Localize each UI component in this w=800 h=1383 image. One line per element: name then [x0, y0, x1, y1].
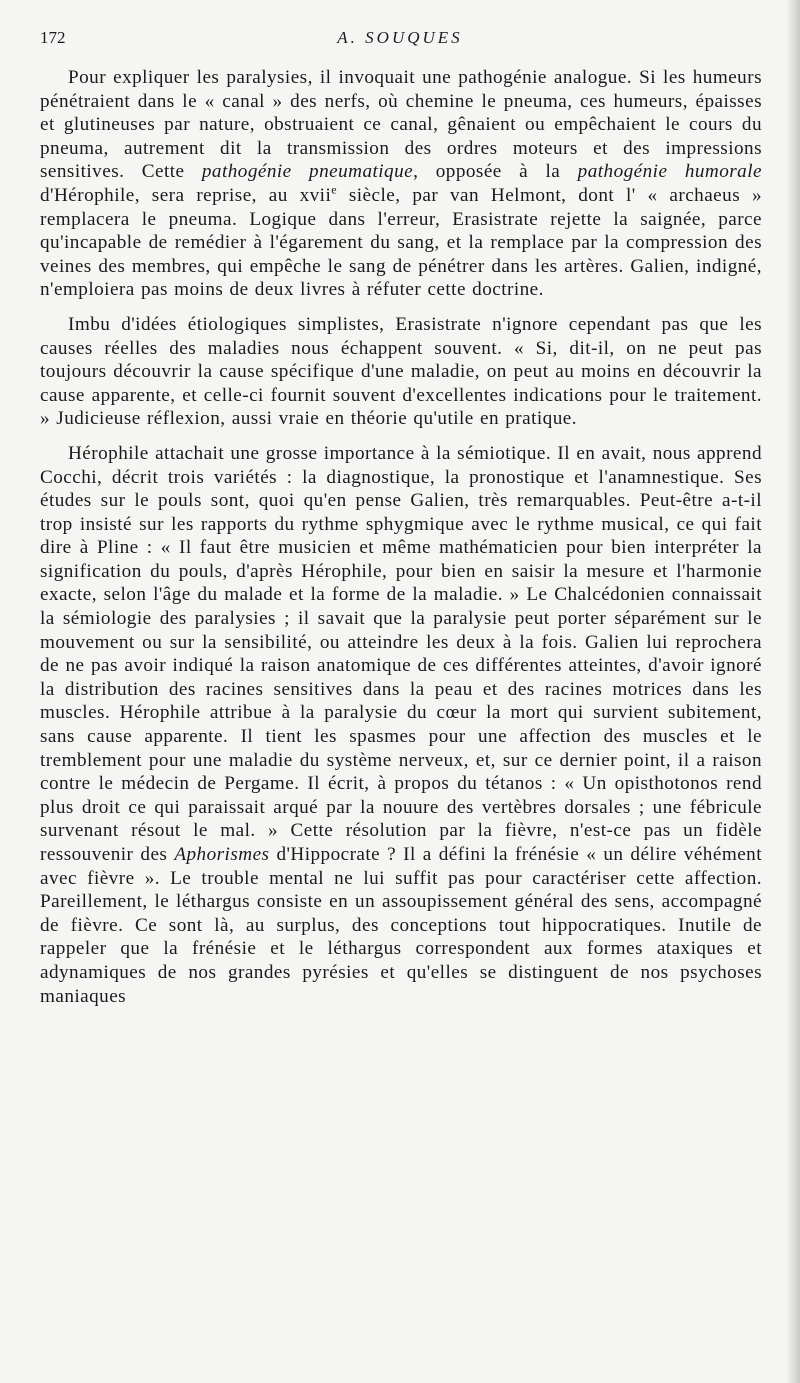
italic-text-run: pathogénie pneumatique: [201, 161, 414, 183]
paragraph-3: [40, 442, 762, 1008]
running-head: [40, 28, 760, 50]
italic-text-run: Aphorismes: [174, 844, 270, 865]
paragraph-2: [40, 313, 762, 431]
text-run: Pour expliquer les paralysies, il invoquait une pathogénie analogue. Si les humeurs pénétraient dans le « canal » des nerfs, où chemine le pneuma, ces humeurs, épaisses et glutineuses par nature, obstruaient ce canal, gênaient ou empêchaient le cours du pneuma, autrement dit la transmission des ordres moteurs et des impressions sensitives. Cette: [40, 67, 762, 183]
text-run: siècle, par van Helmont, dont l' « archaeus » remplacera le pneuma. Logique dans l'erreur, Erasistrate rejette la saignée, parce qu'incapable de remédier à l'égarement du sang, et la remplace par la compression des veines des membres, qui empêche le sang de pénétrer dans les artères. Galien, indigné, n'emploiera pas moins de deux livres à réfuter cette doctrine.: [40, 184, 762, 301]
paragraph-1: [40, 66, 762, 302]
body-text: [40, 66, 762, 1019]
text-run: d'Hérophile, sera reprise, au xvii: [40, 184, 332, 206]
page-edge-shadow: [786, 0, 800, 1383]
running-title: A. SOUQUES: [337, 28, 463, 47]
text-run: Imbu d'idées étiologiques simplistes, Erasistrate n'ignore cependant pas que les causes réelles des maladies nous échappent souvent. « Si, dit-il, on ne peut pas toujours découvrir la cause spécifique d'une maladie, on peut au moins en découvrir la cause apparente, et celle-ci fournit souvent d'excellentes indications pour le traitement. » Judicieuse réflexion, aussi vraie en théorie qu'utile en pratique.: [40, 313, 762, 430]
text-run: Hérophile attachait une grosse importance à la sémiotique. Il en avait, nous apprend Cocchi, décrit trois variétés : la diagnostique, la pronostique et l'anamnestique. Ses études sur le pouls sont, quoi qu'en pense Galien, très remarquables. Peut-être a-t-il trop insisté sur les rapports du rythme sphygmique avec le rythme musical, ce qui fait dire à Pline : « Il faut être musicien et même mathématicien pour bien interpréter la signification du pouls, d'après Hérophile, pour bien en saisir la mesure et l'harmonie exacte, selon l'âge du malade et la forme de la maladie. » Le Chalcédonien connaissait la sémiologie des paralysies ; il savait que la paralysie peut porter séparément sur le mouvement ou sur la sensibilité, ou atteindre les deux à la fois. Galien lui reprochera de ne pas avoir indiqué la raison anatomique de ces différentes atteintes, d'avoir ignoré la distribution des racines sensitives dans la peau et des racines motrices dans les muscles. Hérophile attribue à la paralysie du cœur la mort qui survient subitement, sans cause apparente. Il tient les spasmes pour une affection des muscles et le tremblement pour une maladie du système nerveux, et, sur ce dernier point, il a raison contre le médecin de Pergame. Il écrit, à propos du tétanos : « Un opisthotonos rend plus droit ce qui paraissait arqué par la nouure des vertèbres dorsales ; une fébricule survenant résout le mal. » Cette résolution par la fièvre, n'est-ce pas un fidèle ressouvenir des: [40, 442, 762, 865]
italic-text-run: pathogénie humorale: [577, 161, 762, 183]
page-number: 172: [40, 28, 66, 47]
text-run: d'Hippocrate ? Il a défini la frénésie « un délire véhément avec fièvre ». Le trouble mental ne lui suffit pas pour caractériser cette affection. Pareillement, le léthargus consiste en un assoupissement général des sens, accompagné de fièvre. Ce sont là, au surplus, des conceptions tout hippocratiques. Inutile de rappeler que la frénésie et le léthargus correspondent aux formes ataxiques et adynamiques de nos grandes pyrésies et qu'elles se distinguent de nos psychoses maniaques: [40, 844, 762, 1007]
text-run: , opposée à la: [413, 161, 578, 183]
superscript-run: e: [331, 182, 338, 197]
